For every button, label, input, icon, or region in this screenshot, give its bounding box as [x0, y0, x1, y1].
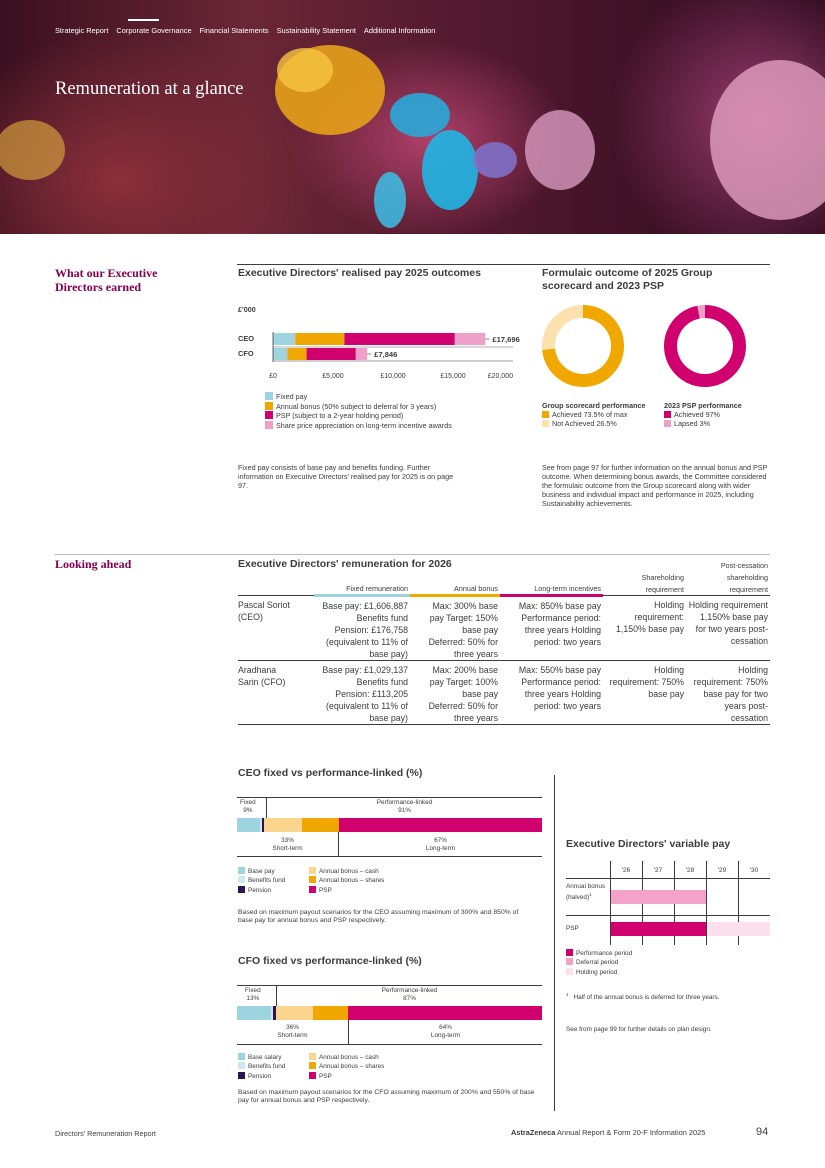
bar-bonus-shares — [302, 818, 339, 832]
nav-strategic-report[interactable]: Strategic Report — [55, 26, 109, 35]
hero-banner — [0, 0, 825, 234]
donut-slice — [699, 312, 705, 313]
legend-item: Pension — [238, 886, 285, 895]
variable-pay-title: Executive Directors' variable pay — [566, 838, 731, 850]
nav-financial-statements[interactable]: Financial Statements — [199, 26, 269, 35]
top-nav — [55, 26, 443, 35]
ceo-mix-chart — [237, 797, 542, 857]
swatch — [309, 867, 316, 874]
swatch — [238, 1053, 245, 1060]
perf-label: Performance-linked 87% — [381, 987, 438, 1002]
short-term-label: 36% Short-term — [277, 1024, 308, 1039]
swatch — [265, 411, 273, 419]
bar-bonus-shares — [313, 1006, 348, 1020]
group-legend — [542, 401, 657, 428]
hero-image — [0, 0, 825, 234]
swatch — [542, 411, 549, 418]
legend-item: Benefits fund — [238, 1062, 285, 1071]
total-label: £17,696 — [492, 335, 520, 344]
chart-unit-label: £'000 — [238, 305, 256, 314]
long-term-label: 67% Long-term — [425, 837, 456, 852]
column-divider — [554, 775, 555, 1111]
year-label: '28 — [685, 867, 695, 874]
nav-sustainability-statement[interactable]: Sustainability Statement — [276, 26, 356, 35]
gridline — [566, 915, 770, 916]
total-label: £7,846 — [374, 350, 398, 359]
row-label-bonus: Annual bonus (halved)$^1$ — [566, 883, 606, 902]
swatch — [238, 867, 245, 874]
swatch — [265, 392, 273, 400]
legend-item: Fixed pay — [265, 392, 452, 402]
legend-item: Annual bonus (50% subject to deferral for 3 years) — [265, 402, 452, 412]
nav-additional-information[interactable]: Additional Information — [363, 26, 436, 35]
swatch — [265, 421, 273, 429]
legend-item: Lapsed 3% — [664, 419, 754, 428]
formulaic-title: Formulaic outcome of 2025 Group scorecard and 2023 PSP — [542, 267, 713, 292]
swatch — [309, 876, 316, 883]
legend-item: Base pay — [238, 867, 285, 876]
swatch — [238, 1072, 245, 1079]
bar-base-pay — [237, 818, 260, 832]
x-tick-label: £20,000 — [487, 373, 513, 380]
section-title-ahead: Looking ahead — [55, 557, 132, 571]
page-title: Remuneration at a glance — [55, 79, 244, 99]
bar-psp — [348, 1006, 542, 1020]
bar-segment — [273, 333, 295, 345]
bonus-deferral-bar — [611, 890, 706, 904]
bar-segment — [273, 348, 287, 360]
realised-pay-title: Executive Directors' realised pay 2025 outcomes — [238, 267, 481, 279]
swatch — [566, 949, 573, 956]
legend-item: Annual bonus – cash — [309, 1053, 384, 1062]
swatch — [238, 876, 245, 883]
legend-item: Annual bonus – shares — [309, 876, 384, 885]
perf-label: Performance-linked 91% — [376, 799, 433, 814]
gridline — [566, 878, 770, 879]
year-label: '30 — [749, 867, 759, 874]
year-label: '29 — [717, 867, 727, 874]
bar-segment — [344, 333, 454, 345]
swatch — [664, 411, 671, 418]
group-scorecard-donut — [541, 304, 625, 388]
footer-brand: AstraZeneca — [511, 1128, 556, 1137]
cfo-mix-title: CFO fixed vs performance-linked (%) — [238, 955, 422, 967]
bar-segment — [287, 348, 306, 360]
header-bonus: Annual bonus — [410, 560, 500, 596]
ceo-legend-right — [309, 867, 384, 895]
fixed-label: Fixed 13% — [245, 987, 261, 1002]
swatch — [664, 420, 671, 427]
legend-item: Annual bonus – cash — [309, 867, 384, 876]
bar-bonus-cash — [264, 818, 302, 832]
axis-line — [237, 985, 542, 986]
remuneration-table-title: Executive Directors' remuneration for 2026 — [238, 558, 452, 570]
page-number: 94 — [756, 1126, 769, 1138]
nav-corporate-governance[interactable]: Corporate Governance — [116, 26, 192, 35]
legend-item: PSP — [309, 1072, 384, 1081]
ceo-mix-title: CEO fixed vs performance-linked (%) — [238, 767, 423, 779]
remuneration-table — [238, 560, 770, 725]
bar-bonus-cash — [276, 1006, 313, 1020]
psp-legend-title: 2023 PSP performance — [664, 401, 742, 410]
row-label-psp: PSP — [566, 925, 579, 932]
table-row: Aradhana Sarin (CFO) Base pay: £1,029,137 Benefits fund Pension: £113,205 (equivalent to 11% of base pay) Max: 200% base pay Target: 100% base pay Deferred: 50% for three years Max: 550% base pay Performance period: three years Holding period: two years Holding requirement: 750% base pay Holding requirement: 750% base pay for two years post-cessation — [238, 661, 770, 725]
bar-psp — [339, 818, 542, 832]
variable-footnote: $^1$ Half of the annual bonus is deferred for three years. — [566, 992, 720, 1002]
cfo-mix-bar — [237, 1006, 542, 1020]
cfo-legend-left — [238, 1053, 285, 1081]
swatch — [238, 886, 245, 893]
legend-item: Performance period — [566, 949, 632, 958]
swatch — [542, 420, 549, 427]
realised-pay-chart — [230, 325, 530, 385]
formulaic-note: See from page 97 for further information on the annual bonus and PSP outcome. When determining bonus awards, the Committee considered the formulaic outcome from the Group scorecard along with wider business and individual impact and performance in 2025, including Sustainability achievements. — [542, 463, 768, 508]
ceo-legend-left — [238, 867, 285, 895]
cfo-legend-right — [309, 1053, 384, 1081]
legend-item: Base salary — [238, 1053, 285, 1062]
legend-item: Pension — [238, 1072, 285, 1081]
variable-pay-chart — [566, 861, 770, 945]
swatch — [309, 1062, 316, 1069]
legend-item: Holding period — [566, 968, 632, 977]
category-label: CEO — [238, 334, 255, 343]
legend-item: Not Achieved 26.5% — [542, 419, 657, 428]
x-tick-label: £15,000 — [440, 373, 466, 380]
category-label: CFO — [238, 349, 254, 358]
bar-segment — [307, 348, 356, 360]
bar-segment — [356, 348, 367, 360]
axis-line — [237, 1044, 542, 1045]
long-term-label: 64% Long-term — [430, 1024, 461, 1039]
legend-item: Benefits fund — [238, 876, 285, 885]
x-tick-label: £0 — [269, 373, 277, 380]
section-title-earned: What our Executive Directors earned — [55, 266, 158, 294]
variable-legend — [566, 949, 632, 977]
nav-active-indicator — [128, 19, 159, 21]
header-lti: Long-term incentives — [500, 560, 603, 596]
bar-base-salary — [237, 1006, 271, 1020]
psp-holding-bar — [707, 922, 770, 936]
psp-legend — [664, 401, 754, 428]
cfo-mix-note: Based on maximum payout scenarios for the CFO assuming maximum of 200% and 550% of base pay for annual bonus and PSP respectively. — [238, 1089, 535, 1104]
year-label: '27 — [653, 867, 663, 874]
legend-item: Share price appreciation on long-term incentive awards — [265, 421, 452, 431]
psp-donut — [663, 304, 747, 388]
bar-segment — [295, 333, 344, 345]
swatch — [566, 968, 573, 975]
ceo-mix-note: Based on maximum payout scenarios for the CEO assuming maximum of 300% and 850% of base pay for annual bonus and PSP respectively. — [238, 909, 519, 924]
table-row: Pascal Soriot (CEO) Base pay: £1,606,887 Benefits fund Pension: £176,758 (equivalent to 11% of base pay) Max: 300% base pay Target: 150% base pay Deferred: 50% for three years Max: 850% base pay Performance period: three years Holding period: two years Holding requirement: 1,150% base pay Holding requirement 1,150% base pay for two years post-cessation — [238, 596, 770, 661]
swatch — [309, 1072, 316, 1079]
swatch — [566, 958, 573, 965]
axis-line — [237, 856, 542, 857]
ceo-mix-bar — [237, 818, 542, 832]
variable-note: See from page 99 for further details on plan design. — [566, 1026, 712, 1033]
donut-slice — [549, 312, 584, 350]
legend-item: PSP (subject to a 2-year holding period) — [265, 411, 452, 421]
swatch — [265, 402, 273, 410]
swatch — [309, 886, 316, 893]
realised-note: Fixed pay consists of base pay and benefits funding. Further information on Executive Directors' realised pay for 2025 is on page 97. — [238, 463, 454, 490]
legend-item: PSP — [309, 886, 384, 895]
bar-segment — [455, 333, 486, 345]
cfo-mix-chart — [237, 985, 542, 1045]
x-tick-label: £10,000 — [380, 373, 406, 380]
header-fixed: Fixed remuneration — [314, 560, 410, 596]
legend-item: Achieved 97% — [664, 410, 754, 419]
short-term-label: 33% Short-term — [272, 837, 303, 852]
psp-performance-bar — [611, 922, 706, 936]
legend-item: Achieved 73.5% of max — [542, 410, 657, 419]
legend-item: Annual bonus – shares — [309, 1062, 384, 1071]
donut-slice — [671, 312, 740, 381]
axis-line — [237, 797, 542, 798]
divider — [237, 264, 770, 265]
year-label: '26 — [621, 867, 631, 874]
legend-item: Deferral period — [566, 958, 632, 967]
header-shareholding: Shareholding requirement — [641, 572, 684, 594]
divider — [55, 554, 770, 555]
x-tick-label: £5,000 — [322, 373, 344, 380]
swatch — [309, 1053, 316, 1060]
footer-right: AstraZeneca Annual Report & Form 20-F Information 2025 — [511, 1128, 706, 1137]
fixed-label: Fixed 9% — [240, 799, 256, 814]
realised-legend — [265, 392, 452, 430]
group-legend-title: Group scorecard performance — [542, 401, 646, 410]
footer-left: Directors' Remuneration Report — [55, 1129, 156, 1138]
swatch — [238, 1062, 245, 1069]
header-post-cessation: Post-cessation shareholding requirement — [720, 561, 768, 594]
